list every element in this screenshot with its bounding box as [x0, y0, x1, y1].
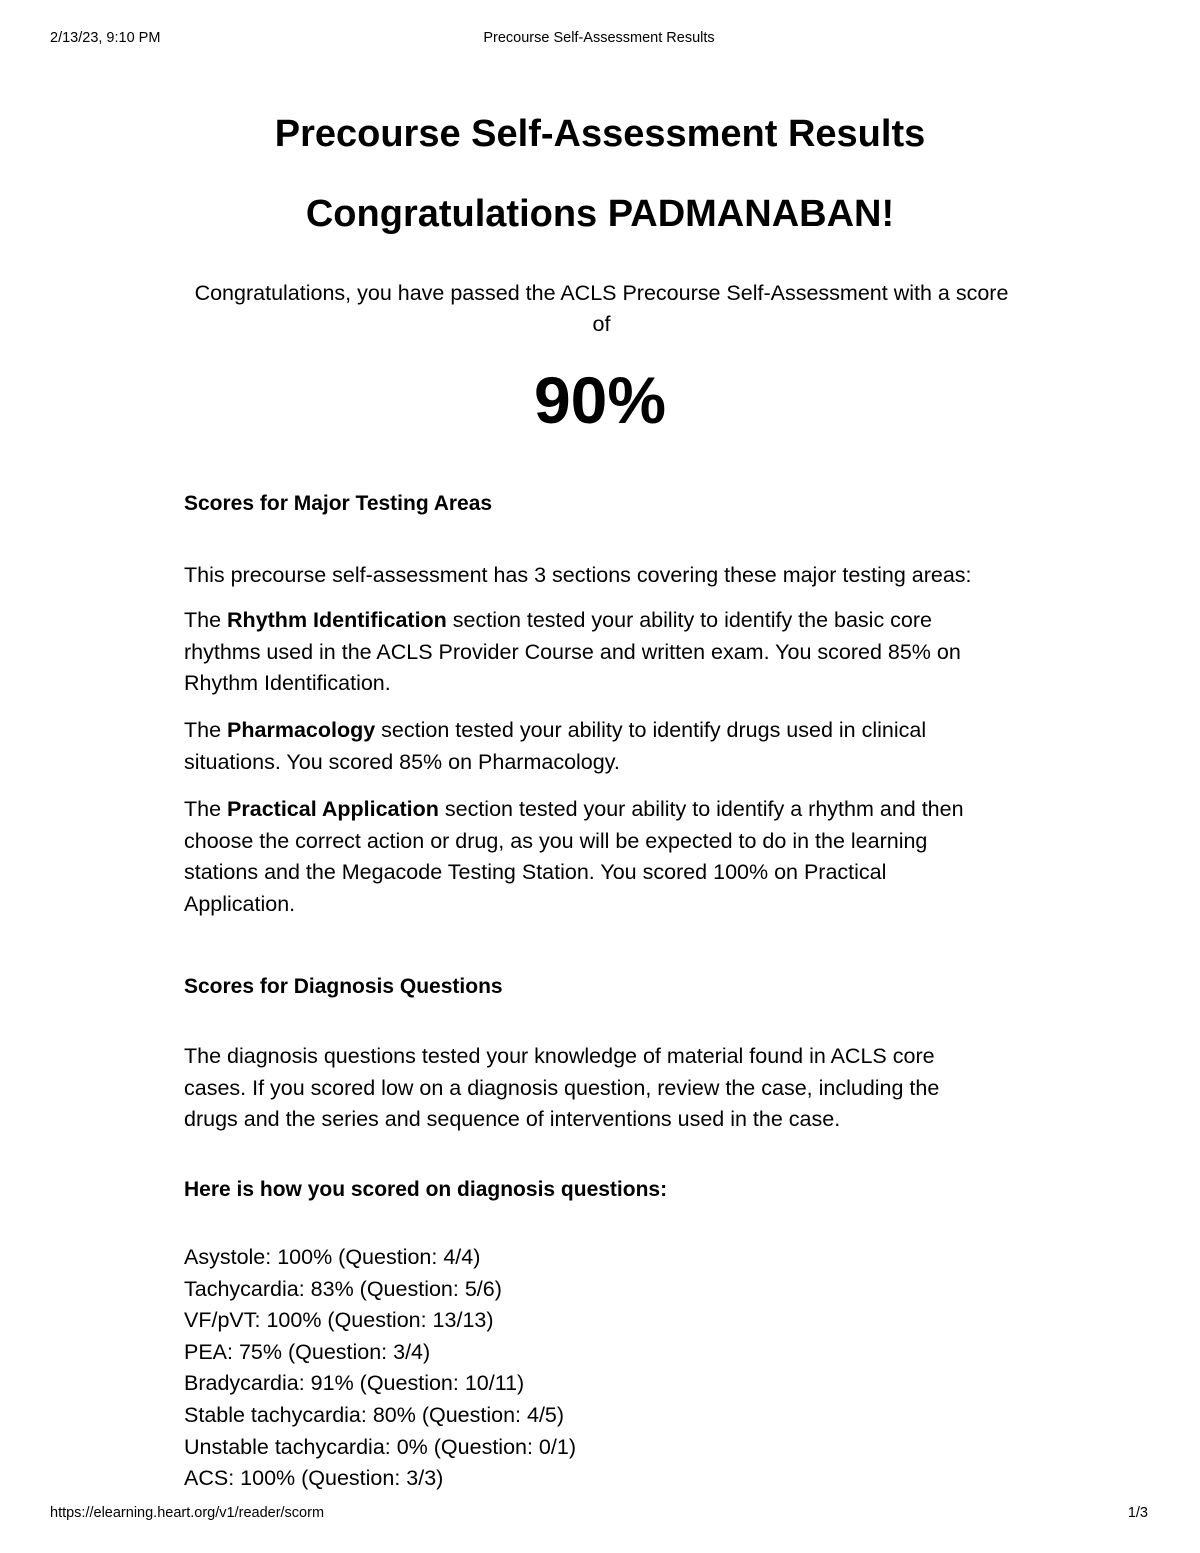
print-header — [50, 30, 1148, 50]
diagnosis-score-list — [184, 1242, 576, 1495]
practical-prefix: The — [184, 797, 228, 821]
major-areas-heading: Scores for Major Testing Areas — [184, 492, 493, 515]
diagnosis-score-item: Bradycardia: 91% (Question: 10/11) — [184, 1371, 525, 1396]
practical-application-paragraph — [184, 794, 994, 920]
diagnosis-score-item: PEA: 75% (Question: 3/4) — [184, 1339, 431, 1364]
pharmacology-paragraph — [184, 715, 994, 778]
pharmacology-section-name: Pharmacology — [227, 718, 376, 742]
diagnosis-score-item: VF/pVT: 100% (Question: 13/13) — [184, 1308, 494, 1333]
rhythm-section-name: Rhythm Identification — [227, 608, 447, 632]
print-footer — [50, 1505, 1148, 1525]
rhythm-prefix: The — [184, 608, 228, 632]
pharmacology-prefix: The — [184, 718, 228, 742]
practical-section-name: Practical Application — [227, 797, 439, 821]
rhythm-identification-paragraph — [184, 605, 994, 700]
congratulations-heading: Congratulations PADMANABAN! — [305, 193, 895, 235]
diagnosis-heading: Scores for Diagnosis Questions — [184, 975, 503, 998]
major-areas-intro: This precourse self-assessment has 3 sections covering these major testing areas: — [184, 563, 972, 587]
diagnosis-intro: The diagnosis questions tested your knowledge of material found in ACLS core cases. If you scored low on a diagnosis question, review the case, including the drugs and the series and sequence of interventions used in the case. — [184, 1044, 940, 1131]
practical-text: section tested your ability to identify a rhythm and then choose the correct action or drug, as you will be expected to do in the learning stations and the Megacode Testing Station. You scored 100% on Practical Application. — [184, 797, 964, 916]
rhythm-text: section tested your ability to identify the basic core rhythms used in the ACLS Provider Course and written exam. You scored 85% on Rhythm Identification. — [184, 608, 961, 695]
diagnosis-score-item: Unstable tachycardia: 0% (Question: 0/1) — [184, 1434, 576, 1459]
diagnosis-score-item: ACS: 100% (Question: 3/3) — [184, 1466, 444, 1491]
diagnosis-score-item: Stable tachycardia: 80% (Question: 4/5) — [184, 1402, 565, 1427]
pharmacology-text: section tested your ability to identify drugs used in clinical situations. You scored 85% on Pharmacology. — [184, 718, 927, 774]
print-url: https://elearning.heart.org/v1/reader/scorm — [50, 1505, 325, 1521]
print-datetime: 2/13/23, 9:10 PM — [50, 30, 161, 46]
overall-score: 90% — [533, 363, 667, 437]
print-doc-title: Precourse Self-Assessment Results — [483, 30, 715, 46]
page-title: Precourse Self-Assessment Results — [274, 113, 926, 155]
diagnosis-score-item: Asystole: 100% (Question: 4/4) — [184, 1245, 481, 1269]
diagnosis-subheading: Here is how you scored on diagnosis questions: — [184, 1178, 668, 1201]
passed-message: Congratulations, you have passed the ACLS Precourse Self-Assessment with a score of — [194, 281, 1009, 336]
page-number: 1/3 — [1127, 1505, 1148, 1521]
diagnosis-score-item: Tachycardia: 83% (Question: 5/6) — [184, 1276, 502, 1301]
